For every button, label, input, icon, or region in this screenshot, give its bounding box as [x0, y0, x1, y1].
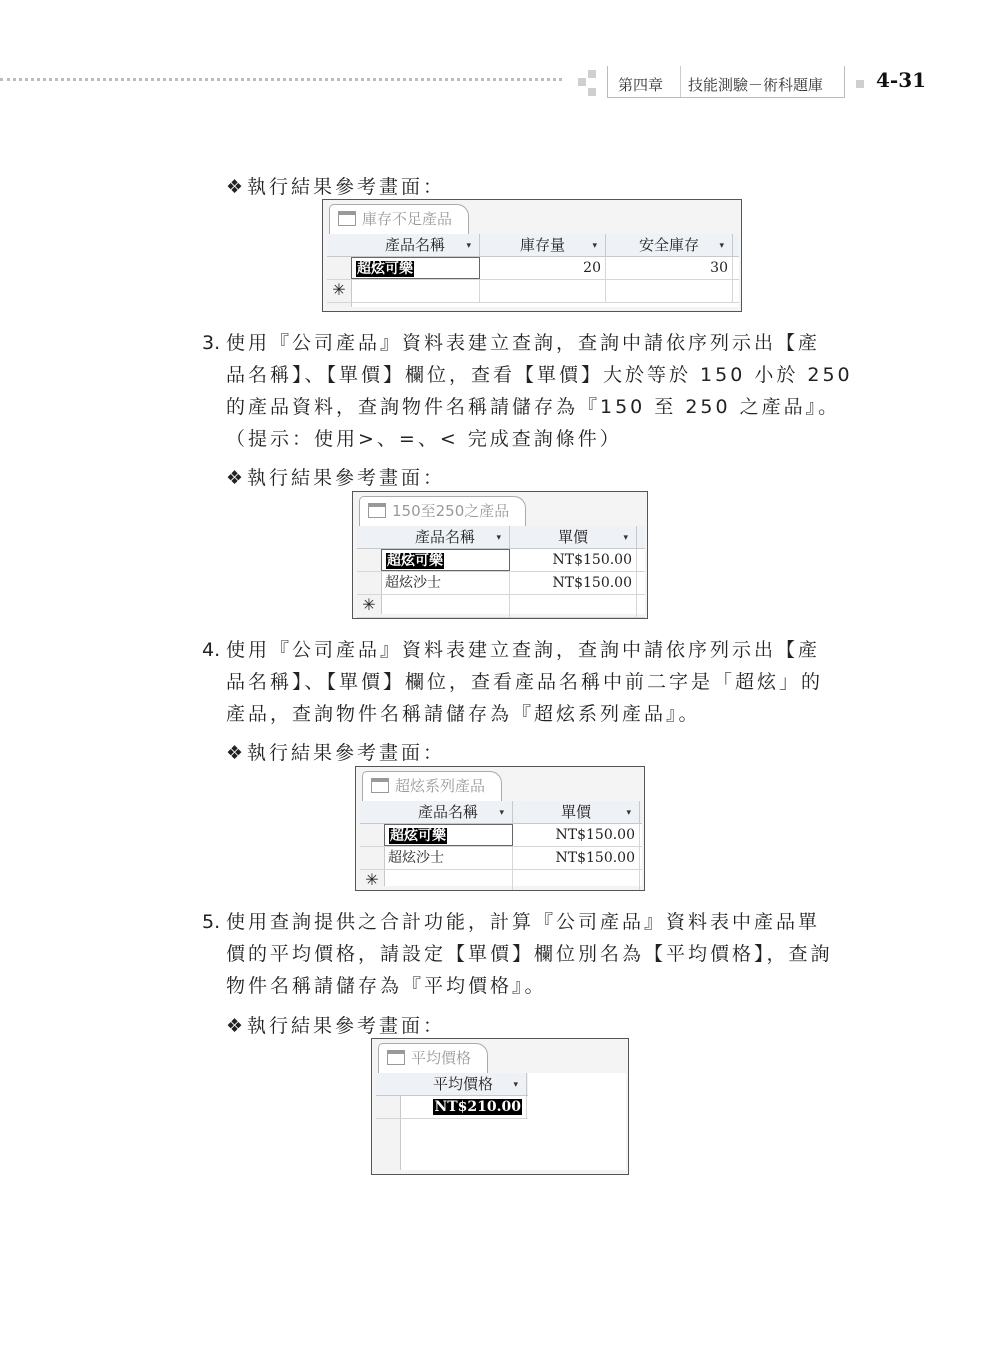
text-line: 品名稱】、【單價】欄位，查看產品名稱中前二字是「超炫」的 [226, 671, 824, 693]
table-cell[interactable]: 超炫沙士 [381, 572, 510, 594]
table-row[interactable] [327, 257, 739, 280]
table-cell[interactable]: 20 [480, 257, 606, 279]
table-row[interactable] [357, 572, 645, 595]
tab-bar [356, 767, 644, 801]
result-caption: ❖ 執行結果參考畫面： [226, 176, 446, 198]
new-record-icon: ✳ [365, 870, 379, 889]
table-icon [338, 211, 356, 226]
query-tab[interactable]: 平均價格 [378, 1043, 488, 1074]
datasheet-window [322, 199, 742, 312]
table-row[interactable] [360, 847, 642, 870]
chapter-title: 技能測驗－術科題庫 [688, 76, 824, 94]
diamond-bullet-icon: ❖ [226, 742, 244, 764]
table-cell[interactable]: 超炫可樂 [351, 257, 480, 279]
header-square-icon [856, 80, 864, 88]
dropdown-arrow-icon[interactable]: ▾ [513, 1080, 518, 1090]
table-cell[interactable]: 超炫可樂 [381, 549, 510, 571]
column-header-row [376, 1073, 528, 1096]
text-line: 使用『公司產品』資料表建立查詢，查詢中請依序列示出【產 [226, 639, 821, 661]
table-cell[interactable] [351, 280, 480, 302]
running-header [607, 66, 845, 98]
tab-bar [353, 492, 647, 526]
page-number: 4-31 [876, 68, 927, 92]
header-square-icon [588, 88, 596, 96]
dropdown-arrow-icon[interactable]: ▾ [623, 533, 628, 543]
dropdown-arrow-icon[interactable]: ▾ [719, 241, 724, 251]
column-header[interactable]: 單價 ▾ [513, 801, 640, 823]
new-record-row[interactable] [327, 280, 739, 303]
table-row[interactable] [376, 1096, 528, 1119]
table-cell[interactable] [384, 870, 513, 891]
text-line: （提示：使用>、=、< 完成查詢條件） [226, 428, 622, 450]
text-line: 的產品資料，查詢物件名稱請儲存為『150 至 250 之產品』。 [226, 396, 841, 418]
dropdown-arrow-icon[interactable]: ▾ [626, 808, 631, 818]
new-record-icon: ✳ [362, 595, 376, 614]
table-cell[interactable] [480, 280, 606, 302]
table-cell[interactable]: NT$150.00 [510, 572, 637, 594]
diamond-bullet-icon: ❖ [226, 176, 244, 198]
exercise-item-5 [202, 906, 833, 1002]
table-cell[interactable]: NT$210.00 [400, 1096, 527, 1118]
text-line: 產品，查詢物件名稱請儲存為『超炫系列產品』。 [226, 703, 701, 725]
dropdown-arrow-icon[interactable]: ▾ [466, 241, 471, 251]
table-cell[interactable]: 30 [606, 257, 733, 279]
table-cell[interactable]: NT$150.00 [510, 549, 637, 571]
header-dotted-rule [0, 78, 562, 81]
query-tab[interactable]: 庫存不足產品 [329, 204, 469, 235]
exercise-item-3 [202, 327, 853, 455]
dropdown-arrow-icon[interactable]: ▾ [592, 241, 597, 251]
datasheet-grid [360, 801, 642, 889]
datasheet-grid [376, 1073, 626, 1170]
datasheet-grid [357, 526, 645, 614]
table-cell[interactable] [510, 595, 637, 617]
text-line: 使用查詢提供之合計功能，計算『公司產品』資料表中產品單 [226, 911, 821, 933]
item-number: 4. [202, 639, 221, 661]
result-caption: ❖ 執行結果參考畫面： [226, 467, 446, 489]
diamond-bullet-icon: ❖ [226, 1015, 244, 1037]
query-tab[interactable]: 超炫系列產品 [362, 771, 502, 802]
table-cell[interactable]: 超炫可樂 [384, 824, 513, 846]
table-icon [371, 778, 389, 793]
table-cell[interactable] [513, 870, 640, 891]
header-square-icon [578, 78, 586, 86]
chapter-label: 第四章 [618, 76, 664, 94]
datasheet-window [355, 766, 645, 891]
text-line: 價的平均價格，請設定【單價】欄位別名為【平均價格】，查詢 [226, 943, 833, 965]
item-number: 5. [202, 911, 221, 933]
tab-bar [323, 200, 741, 234]
column-header-row [327, 234, 739, 257]
new-record-icon: ✳ [332, 280, 346, 299]
column-header[interactable]: 單價 ▾ [510, 526, 637, 548]
header-separator [680, 66, 681, 97]
table-cell[interactable]: NT$150.00 [513, 847, 640, 869]
column-header[interactable]: 產品名稱 ▾ [351, 234, 480, 256]
table-cell[interactable] [606, 280, 733, 302]
new-record-row[interactable] [357, 595, 645, 618]
item-number: 3. [202, 332, 221, 354]
result-caption: ❖ 執行結果參考畫面： [226, 742, 446, 764]
table-cell[interactable] [381, 595, 510, 617]
text-line: 物件名稱請儲存為『平均價格』。 [226, 975, 547, 997]
column-header[interactable]: 安全庫存 ▾ [606, 234, 733, 256]
column-header[interactable]: 產品名稱 ▾ [384, 801, 513, 823]
new-record-row[interactable] [360, 870, 642, 891]
exercise-item-4 [202, 634, 824, 730]
table-row[interactable] [360, 824, 642, 847]
table-cell[interactable]: 超炫沙士 [384, 847, 513, 869]
column-header[interactable]: 平均價格 ▾ [400, 1073, 527, 1095]
dropdown-arrow-icon[interactable]: ▾ [496, 533, 501, 543]
dropdown-arrow-icon[interactable]: ▾ [499, 808, 504, 818]
diamond-bullet-icon: ❖ [226, 467, 244, 489]
table-icon [387, 1050, 405, 1065]
text-line: 使用『公司產品』資料表建立查詢，查詢中請依序列示出【產 [226, 332, 821, 354]
datasheet-window [371, 1038, 629, 1175]
column-header[interactable]: 產品名稱 ▾ [381, 526, 510, 548]
datasheet-window [352, 491, 648, 619]
result-caption: ❖ 執行結果參考畫面： [226, 1015, 446, 1037]
table-row[interactable] [357, 549, 645, 572]
datasheet-grid [327, 234, 739, 307]
column-header-row [357, 526, 645, 549]
table-cell[interactable]: NT$150.00 [513, 824, 640, 846]
tab-bar [372, 1039, 628, 1073]
query-tab[interactable]: 150至250之產品 [359, 496, 526, 527]
text-line: 品名稱】、【單價】欄位，查看【單價】大於等於 150 小於 250 [226, 364, 853, 386]
table-icon [368, 503, 386, 518]
header-square-icon [588, 70, 596, 78]
column-header[interactable]: 庫存量 ▾ [480, 234, 606, 256]
column-header-row [360, 801, 642, 824]
